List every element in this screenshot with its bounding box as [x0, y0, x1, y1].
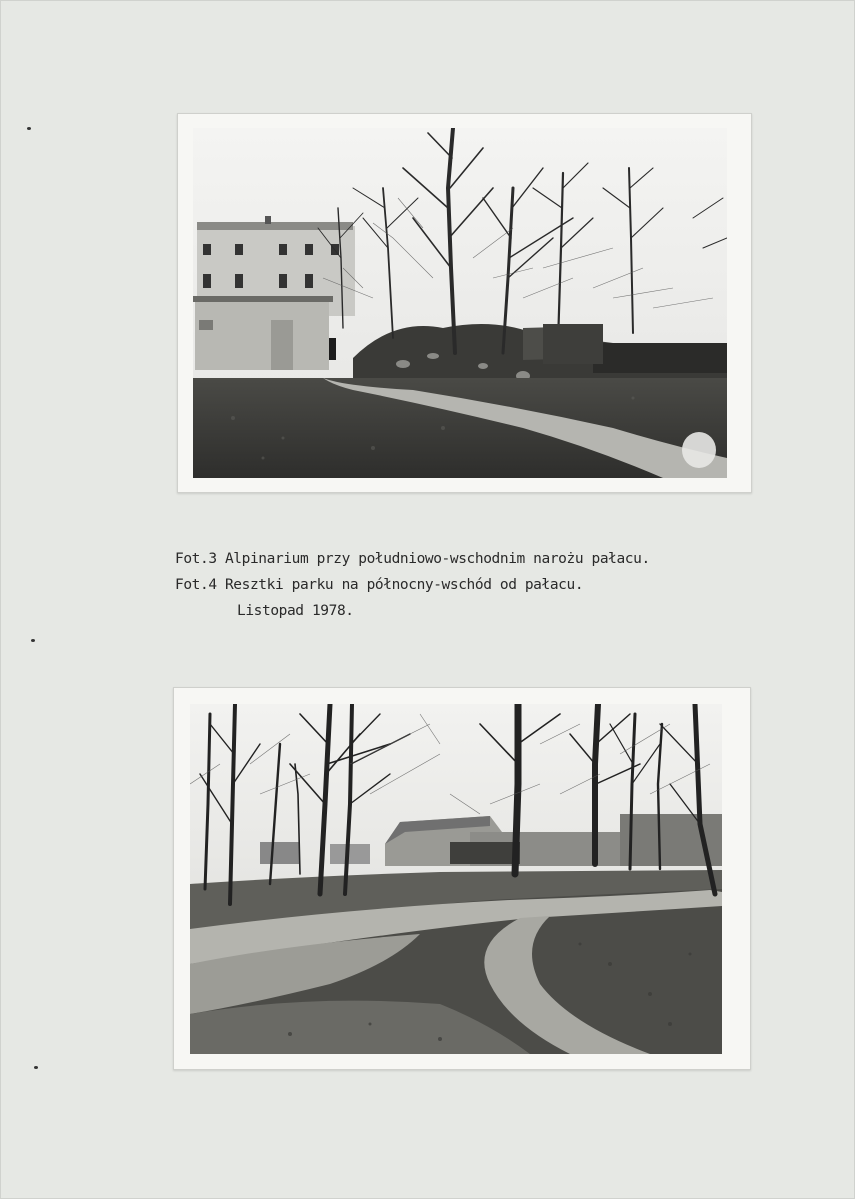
caption-fot-4: Fot.4 Resztki parku na północny-wschód od pałacu. [175, 577, 584, 593]
photo-fot-4 [173, 687, 751, 1070]
paper-speck [27, 127, 31, 130]
caption-fot-3: Fot.3 Alpinarium przy południowo-wschodnim narożu pałacu. [175, 551, 650, 567]
paper-speck [34, 1066, 38, 1069]
paper-speck [31, 639, 35, 642]
caption-block [175, 546, 815, 624]
photo-fot-3-image [193, 128, 727, 478]
caption-date: Listopad 1978. [237, 603, 354, 619]
photo-fot-3 [177, 113, 752, 493]
photo-fot-4-image [190, 704, 722, 1054]
